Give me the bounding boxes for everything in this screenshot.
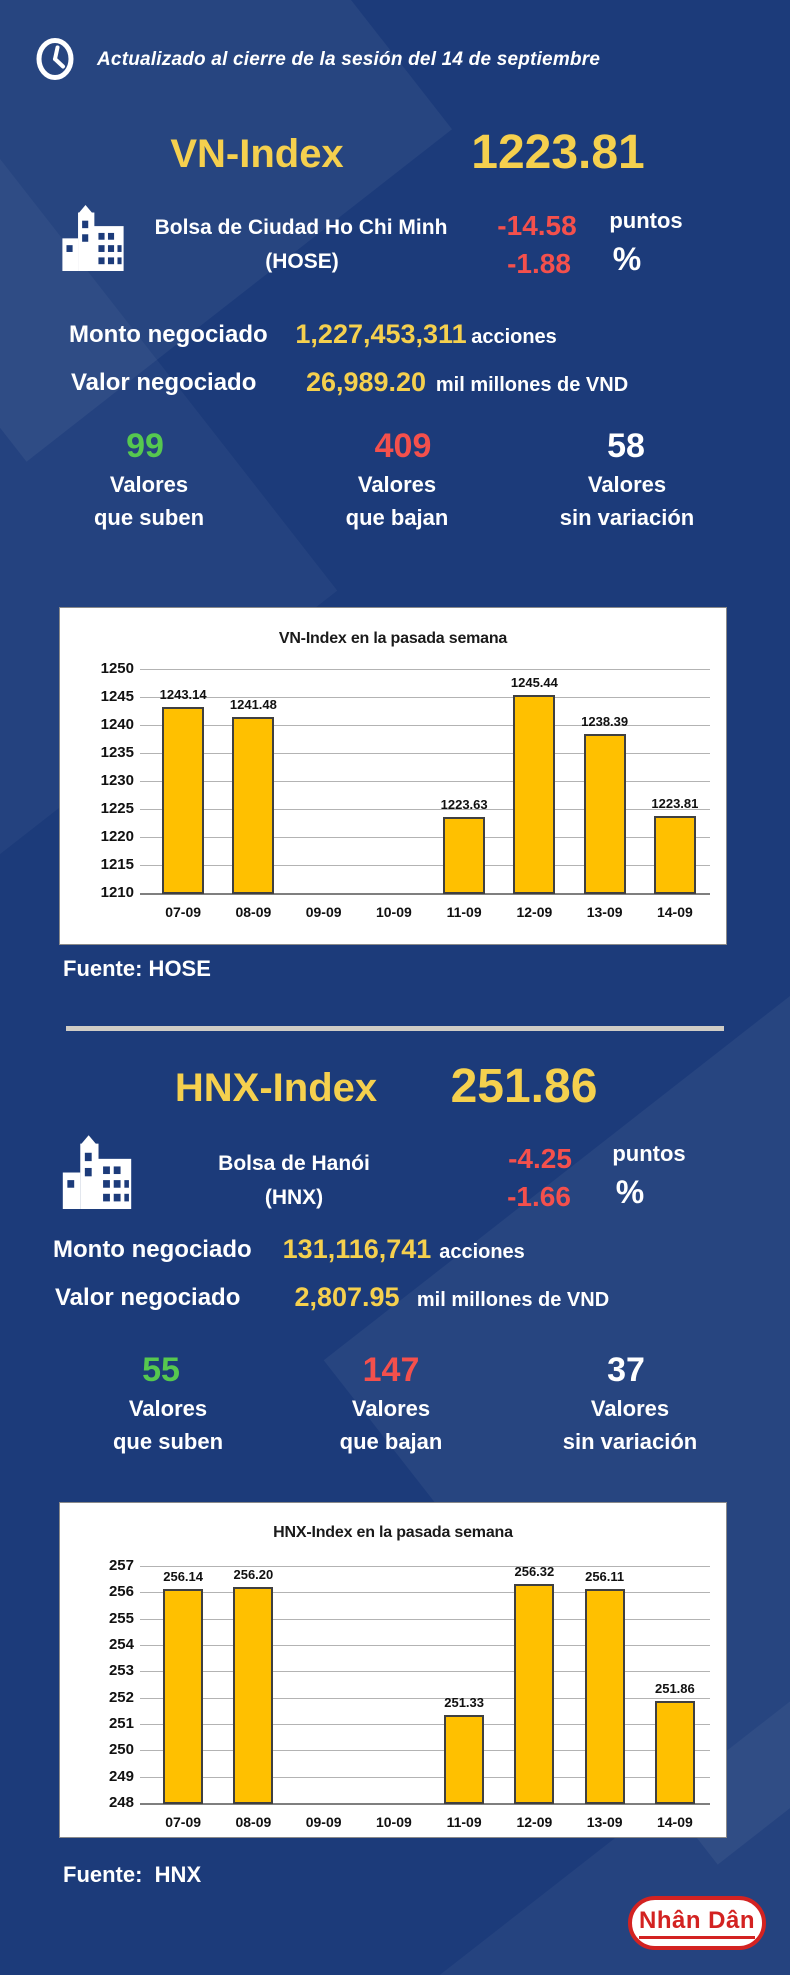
vn-volume-label: Monto negociado (69, 321, 268, 348)
vn-index-value: 1223.81 (471, 126, 645, 179)
chart-title: HNX-Index en la pasada semana (273, 1524, 513, 1541)
bar-value-label: 1223.63 (440, 796, 488, 812)
x-axis-tick-label: 07-09 (165, 1814, 202, 1830)
hnx-points-unit-label: puntos (612, 1141, 686, 1166)
updated-text: Actualizado al cierre de la sesión del 14 de septiembre (97, 49, 601, 70)
x-axis-tick-label: 12-09 (516, 904, 553, 920)
vn-turnover-value: 26,989.20 (305, 367, 427, 397)
bar-value-label: 1223.81 (651, 795, 699, 811)
vn-change-percent: -1.88 (507, 248, 571, 279)
vn-exchange-name: Bolsa de Ciudad Ho Chi Minh (154, 216, 448, 239)
y-axis-tick-label: 1250 (100, 660, 134, 677)
vn-index-title: VN-Index (170, 132, 344, 176)
chart-bar (443, 817, 485, 894)
vn-unchanged-label: sin variación (559, 505, 695, 530)
x-axis-tick-label: 11-09 (446, 904, 482, 920)
hnx-advancers-label: que suben (112, 1429, 224, 1454)
hnx-volume-label: Monto negociado (53, 1236, 252, 1263)
x-axis-tick-label: 14-09 (656, 904, 693, 920)
nhan-dan-logo (628, 1896, 766, 1950)
vn-decliners-count: 409 (374, 427, 432, 465)
hnx-advancers-count: 55 (142, 1351, 180, 1389)
vn-volume-value: 1,227,453,311 (295, 319, 467, 349)
y-axis-tick-label: 256 (108, 1583, 134, 1601)
vn-decliners-label: que bajan (345, 505, 449, 530)
chart-bar (584, 734, 626, 894)
clock-icon (34, 37, 76, 81)
x-axis-tick-label: 07-09 (165, 904, 202, 920)
section-divider (66, 1026, 724, 1031)
building-icon (59, 1131, 135, 1211)
x-axis-tick-label: 14-09 (656, 1814, 693, 1830)
chart-bar (513, 695, 555, 894)
x-axis-tick-label: 10-09 (375, 1814, 412, 1830)
hnx-percent-sign: % (615, 1174, 645, 1210)
hnx-unchanged-label: sin variación (562, 1429, 698, 1454)
hnx-exchange-code: (HNX) (264, 1186, 324, 1209)
hnx-decliners-count: 147 (362, 1351, 420, 1389)
hnx-change-percent: -1.66 (507, 1181, 571, 1212)
hnx-unchanged-label: Valores (590, 1396, 670, 1421)
y-axis-tick-label: 252 (108, 1688, 134, 1706)
bar-value-label: 256.14 (163, 1568, 203, 1584)
hnx-decliners-label: que bajan (339, 1429, 443, 1454)
hnx-index-chart (59, 1502, 727, 1838)
y-axis-tick-label: 1235 (100, 744, 134, 761)
bar-value-label: 1245.44 (510, 674, 558, 690)
y-axis-tick-label: 1215 (100, 856, 134, 873)
y-axis-tick-label: 1245 (100, 688, 134, 705)
nhan-dan-logo-text: Nhân Dân (639, 1907, 755, 1939)
chart-bar (585, 1589, 625, 1804)
vn-turnover-label: Valor negociado (71, 369, 257, 396)
x-axis-tick-label: 11-09 (446, 1814, 482, 1830)
bar-value-label: 251.86 (654, 1681, 695, 1697)
chart-bar (162, 707, 204, 894)
chart-title: VN-Index en la pasada semana (278, 630, 508, 647)
chart-bar (444, 1715, 484, 1804)
vn-turnover-unit: mil millones de VND (435, 374, 629, 396)
y-axis-tick-label: 1240 (100, 716, 134, 733)
x-axis-tick-label: 10-09 (375, 904, 412, 920)
y-axis-tick-label: 248 (108, 1794, 134, 1811)
bar-value-label: 256.20 (233, 1567, 274, 1583)
bar-value-label: 1243.14 (159, 687, 207, 703)
building-icon (59, 202, 127, 272)
x-axis-tick-label: 13-09 (586, 904, 623, 920)
y-axis-tick-label: 250 (108, 1741, 134, 1759)
vn-index-chart (59, 607, 727, 945)
hnx-advancers-label: Valores (128, 1396, 208, 1421)
vn-change-points: -14.58 (497, 210, 577, 241)
x-axis-tick-label: 08-09 (235, 904, 272, 920)
y-axis-tick-label: 254 (108, 1636, 134, 1653)
hnx-source-text: Fuente: HNX (63, 1862, 202, 1887)
bar-value-label: 1238.39 (581, 714, 629, 730)
vn-unchanged-label: Valores (587, 472, 667, 497)
x-axis-tick-label: 13-09 (586, 1814, 623, 1830)
hnx-volume-unit: acciones (439, 1241, 525, 1263)
chart-bar (163, 1589, 203, 1804)
y-axis-tick-label: 1230 (100, 772, 134, 789)
y-axis-tick-label: 255 (108, 1609, 134, 1627)
hnx-turnover-label: Valor negociado (55, 1284, 241, 1311)
x-axis-tick-label: 12-09 (516, 1814, 553, 1830)
x-axis-tick-label: 08-09 (235, 1814, 272, 1830)
chart-bar (232, 717, 274, 894)
hnx-index-title: HNX-Index (174, 1066, 378, 1110)
y-axis-tick-label: 251 (108, 1715, 134, 1732)
vn-points-unit-label: puntos (609, 208, 683, 233)
bar-value-label: 256.11 (585, 1569, 625, 1585)
y-axis-tick-label: 249 (108, 1767, 134, 1785)
hnx-index-value: 251.86 (450, 1060, 598, 1113)
x-axis-tick-label: 09-09 (305, 1814, 342, 1830)
y-axis-tick-label: 1225 (100, 800, 134, 817)
bar-value-label: 1241.48 (229, 696, 277, 712)
hnx-turnover-unit: mil millones de VND (416, 1289, 610, 1311)
y-axis-tick-label: 257 (108, 1557, 134, 1574)
hnx-turnover-value: 2,807.95 (294, 1282, 400, 1312)
vn-percent-sign: % (612, 241, 642, 277)
chart-bar (655, 1701, 695, 1804)
chart-gridline (140, 669, 710, 670)
vn-advancers-label: que suben (93, 505, 205, 530)
hnx-decliners-label: Valores (351, 1396, 431, 1421)
y-axis-tick-label: 253 (108, 1662, 134, 1680)
vn-advancers-count: 99 (126, 427, 164, 465)
vn-unchanged-count: 58 (607, 427, 645, 465)
hnx-volume-value: 131,116,741 (282, 1234, 432, 1264)
y-axis-tick-label: 1210 (100, 884, 134, 901)
hnx-exchange-name: Bolsa de Hanói (218, 1152, 370, 1175)
vn-exchange-code: (HOSE) (265, 250, 339, 273)
y-axis-tick-label: 1220 (100, 828, 134, 845)
vn-source-text: Fuente: HOSE (63, 956, 211, 981)
bar-value-label: 251.33 (444, 1695, 484, 1711)
chart-bar (514, 1584, 554, 1804)
vn-advancers-label: Valores (109, 472, 189, 497)
hnx-unchanged-count: 37 (607, 1351, 645, 1389)
vn-decliners-label: Valores (357, 472, 437, 497)
chart-bar (654, 816, 696, 894)
chart-bar (233, 1587, 273, 1804)
x-axis-tick-label: 09-09 (305, 904, 342, 920)
vn-volume-unit: acciones (471, 326, 557, 348)
bar-value-label: 256.32 (514, 1563, 555, 1579)
hnx-change-points: -4.25 (508, 1143, 572, 1174)
